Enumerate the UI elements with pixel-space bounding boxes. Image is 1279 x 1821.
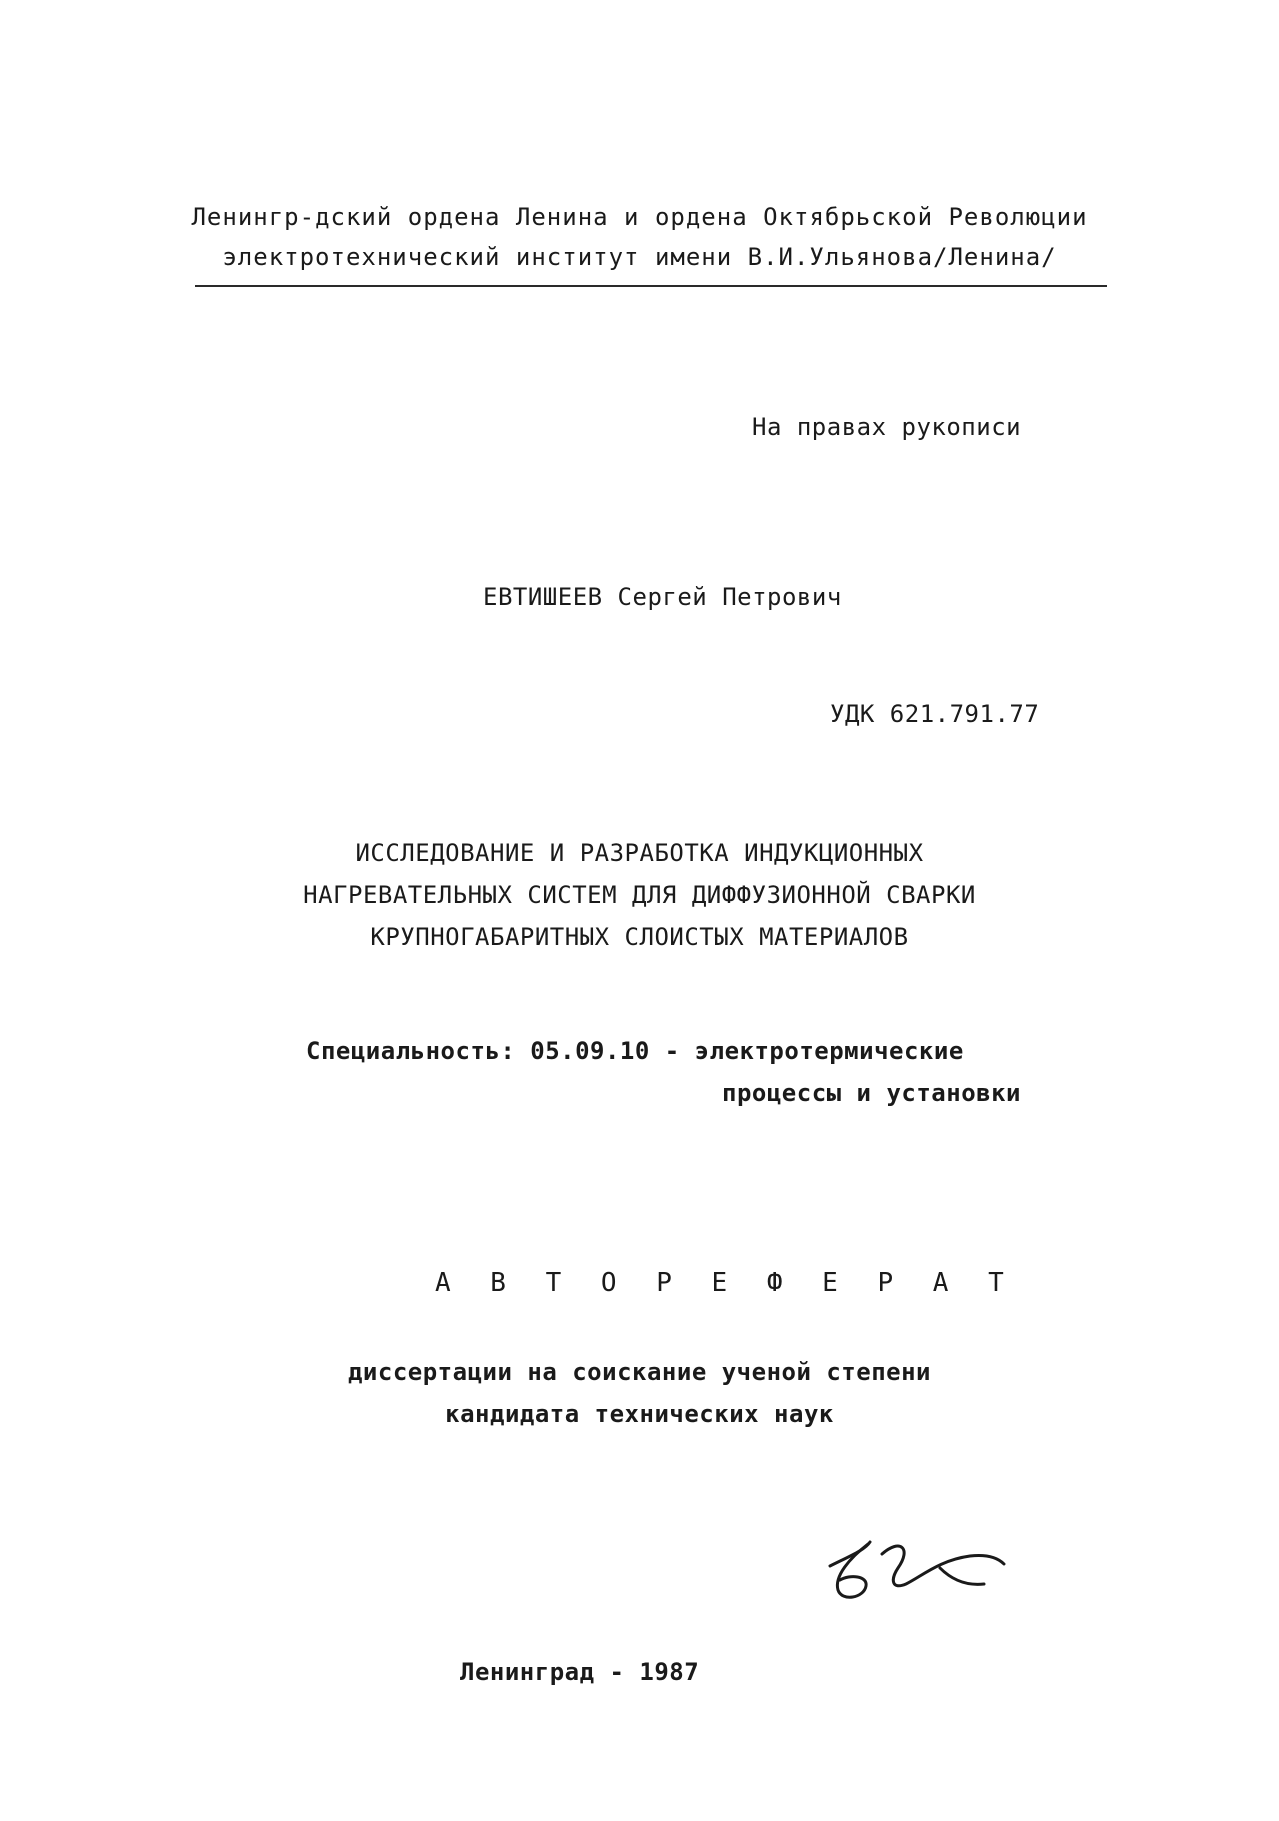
- institution-line-1: Ленингр-дский ордена Ленина и ордена Октябрьской Революции: [191, 203, 1088, 231]
- specialty-line-1: Специальность: 05.09.10 - электротермические: [306, 1037, 964, 1065]
- document-type: А В Т О Р Е Ф Е Р А Т: [435, 1268, 1016, 1298]
- manuscript-note: На правах рукописи: [752, 413, 1022, 441]
- header-rule: [195, 285, 1107, 287]
- title-line-3: КРУПНОГАБАРИТНЫХ СЛОИСТЫХ МАТЕРИАЛОВ: [370, 923, 909, 951]
- title-line-1: ИССЛЕДОВАНИЕ И РАЗРАБОТКА ИНДУКЦИОННЫХ: [355, 839, 924, 867]
- udc-code: УДК 621.791.77: [830, 700, 1040, 728]
- place-and-year: Ленинград - 1987: [460, 1658, 700, 1686]
- specialty-line-2: процессы и установки: [722, 1079, 1021, 1107]
- title-line-2: НАГРЕВАТЕЛЬНЫХ СИСТЕМ ДЛЯ ДИФФУЗИОННОЙ СВАРКИ: [303, 881, 976, 909]
- handwritten-signature: [820, 1528, 1010, 1608]
- author-name: ЕВТИШЕЕВ Сергей Петрович: [483, 583, 842, 611]
- institution-line-2: электротехнический институт имени В.И.Ульянова/Ленина/: [222, 243, 1057, 271]
- degree-line-2: кандидата технических наук: [445, 1400, 834, 1428]
- degree-line-1: диссертации на соискание ученой степени: [347, 1358, 932, 1386]
